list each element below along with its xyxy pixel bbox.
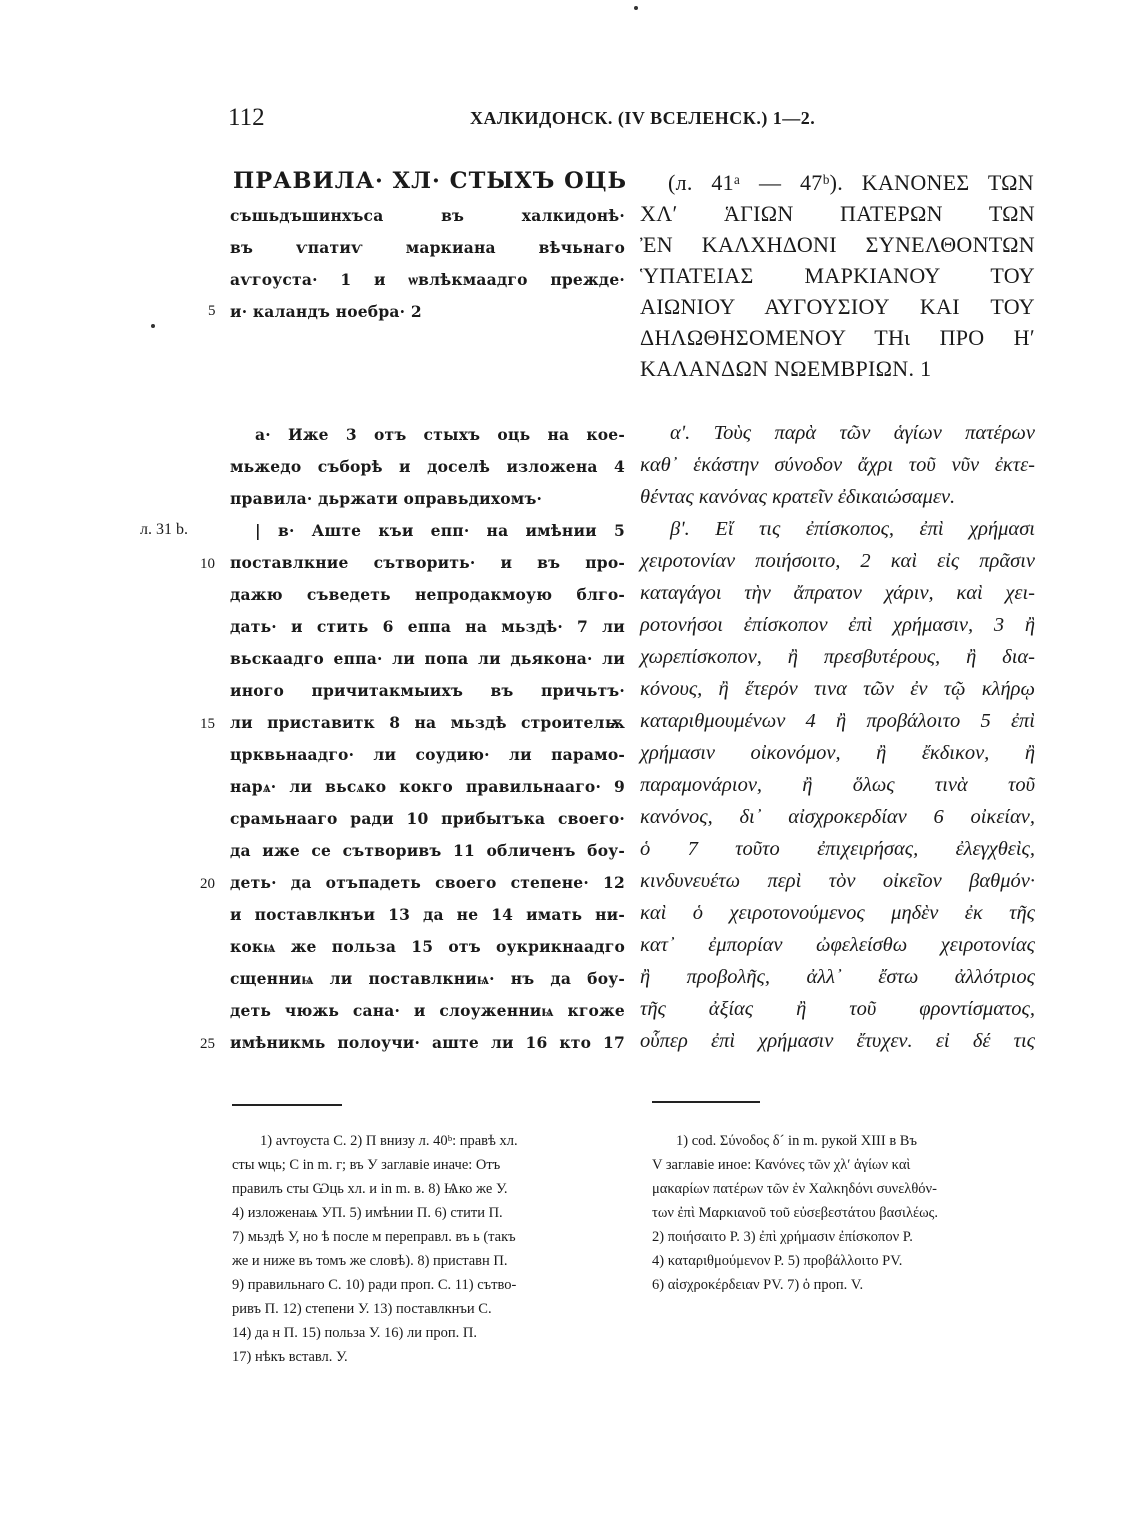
- greek-body-line: χειροτονίαν ποιήσοιτο, 2 καὶ εἰς πρᾶσιν: [640, 550, 1035, 572]
- slavonic-line: деть чюжь сана· и слоуженниѩ кгоже: [230, 1001, 625, 1020]
- slavonic-line: аѵгоуста· 1 и ѡвлѣкмаадго прежде·: [230, 270, 625, 289]
- greek-body-line: χωρεπίσκοπον, ἢ πρεσβυτέρους, ἢ δια-: [640, 646, 1035, 668]
- page-number: 112: [228, 104, 265, 131]
- slavonic-line: и поставлкнъи 13 да не 14 имать ни-: [230, 905, 625, 924]
- slavonic-line: вьскаадго еппа· ли попа ли дьякона· ли: [230, 649, 625, 668]
- footnote-line: 17) нѣкъ вставл. У.: [232, 1349, 348, 1365]
- slavonic-line: а· Иже 3 отъ стыхъ оць на кое-: [255, 425, 625, 444]
- greek-title-line: (л. 41ᵃ — 47ᵇ). ΚΑΝΟΝΕΣ ΤΩΝ: [668, 170, 1034, 195]
- footnote-line: 7) мьздѣ У, но ѣ после м переправл. въ ь (такъ: [232, 1229, 516, 1245]
- greek-body-line: βʹ. Εἴ τις ἐπίσκοπος, ἐπὶ χρήμασι: [670, 518, 1035, 540]
- slavonic-line: правила· дьржати оправьдихомъ·: [230, 489, 543, 508]
- greek-body-line: ἢ προβολῆς, ἀλλ᾽ ἔστω ἀλλότριος: [640, 966, 1035, 988]
- slavonic-line: срамьнааго ради 10 прибытъка своего·: [230, 809, 625, 828]
- line-number: 20: [200, 876, 215, 892]
- line-number: 10: [200, 556, 215, 572]
- greek-body-line: καταγάγοι τὴν ἄπρατον χάριν, καὶ χει-: [640, 582, 1035, 604]
- greek-body-line: παραμονάριον, ἢ ὅλως τινὰ τοῦ: [640, 774, 1035, 796]
- footnote-line: 9) правильнаго С. 10) ради проп. С. 11) сътво-: [232, 1277, 517, 1293]
- slavonic-line: кокѩ же польза 15 отъ оукрикнаадго: [230, 937, 625, 956]
- greek-body-line: οὗπερ ἐπὶ χρήμασιν ἔτυχεν. εἰ δέ τις: [640, 1030, 1035, 1052]
- greek-body-line: τῆς ἀξίας ἢ τοῦ φροντίσματος,: [640, 998, 1035, 1020]
- stray-mark: [634, 6, 638, 10]
- footnote-line: 4) изложенаѩ УП. 5) имѣнии П. 6) стити П.: [232, 1205, 503, 1221]
- greek-title-line: ὙΠΑΤΕΙΑΣ ΜΑΡΚΙΑΝΟΥ ΤΟΥ: [640, 263, 1035, 288]
- footnote-line: 4) καταριθμούμενον P. 5) προβάλλοιτο PV.: [652, 1253, 903, 1269]
- slavonic-line: ли приставитк 8 на мьздѣ строителѭ: [230, 713, 625, 732]
- footnote-line: правилъ сты Ѡць хл. и in m. в. 8) Ѩко же У.: [232, 1181, 508, 1197]
- greek-title-line: ἘΝ ΚΑΛΧΗΔΟΝΙ ΣΥΝΕΛΘΟΝΤΩΝ: [640, 232, 1035, 257]
- slavonic-line: и· каландъ ноебра· 2: [230, 302, 422, 321]
- slavonic-line: деть· да отъпадеть своего степене· 12: [230, 873, 625, 892]
- greek-body-line: καθ᾽ ἑκάστην σύνοδον ἄχρι τοῦ νῦν ἐκτε-: [640, 454, 1035, 476]
- footnote-rule: [232, 1104, 342, 1106]
- line-number: 25: [200, 1036, 215, 1052]
- slavonic-line: нарѧ· ли вьсѧко кокго правильнааго· 9: [230, 777, 625, 796]
- slavonic-line: мьжедо съборѣ и доселѣ изложена 4: [230, 457, 625, 476]
- greek-body-line: κόνους, ἢ ἕτερόν τινα τῶν ἐν τῷ κλήρῳ: [640, 678, 1035, 700]
- greek-body-line: θέντας κανόνας κρατεῖν ἐδικαιώσαμεν.: [640, 486, 956, 508]
- greek-body-line: ροτονήσοι ἐπίσκοπον ἐπὶ χρήμασιν, 3 ἢ: [640, 614, 1035, 636]
- greek-body-line: καὶ ὁ χειροτονούμενος μηδὲν ἐκ τῆς: [640, 902, 1035, 924]
- footnote-line: 14) да н П. 15) польза У. 16) ли проп. П.: [232, 1325, 477, 1341]
- greek-body-line: κατ᾽ ἐμπορίαν ὠφελείσθω χειροτονίας: [640, 934, 1035, 956]
- greek-title-line: ΚΑΛΑΝΔΩΝ ΝΩΕΜΒΡΙΩΝ. 1: [640, 356, 932, 381]
- greek-body-line: χρήμασιν οἰκονόμον, ἢ ἔκδικον, ἢ: [640, 742, 1035, 764]
- slavonic-line: да иже се сътворивъ 11 обличенъ боу-: [230, 841, 625, 860]
- footnote-line: των ἐπὶ Μαρκιανοῦ τοῦ εὐσεβεστάτου βασιλέως.: [652, 1205, 938, 1221]
- greek-title-line: ΧΛʹ ἉΓΙΩΝ ΠΑΤΕΡΩΝ ΤΩΝ: [640, 201, 1035, 226]
- greek-body-line: ὁ 7 τοῦτο ἐπιχειρήσας, ἐλεγχθεὶς,: [640, 838, 1035, 860]
- greek-title-line: ΔΗΛΩΘΗΣΟΜΕΝΟΥ ΤΗι ΠΡΟ Ηʹ: [640, 325, 1035, 350]
- slavonic-line: въ ѵпатиѵ маркиана вѣчьнаго: [230, 238, 625, 257]
- footnote-line: 6) αἰσχροκέρδειαν PV. 7) ὁ проп. V.: [652, 1277, 864, 1293]
- footnote-line: 1) cod. Σύνοδος δ´ in m. рукой XIII в Въ: [676, 1133, 917, 1149]
- slavonic-title: ПРАВИЛА· ХЛ· СТЫХЪ ОЦЬ: [233, 168, 628, 194]
- slavonic-line: иного причитакмыихъ въ причьтъ·: [230, 681, 625, 700]
- line-number: 5: [208, 303, 216, 319]
- greek-title-line: ΑΙΩΝΙΟΥ ΑΥΓΟΥΣΙΟΥ ΚΑΙ ΤΟΥ: [640, 294, 1035, 319]
- footnote-line: V заглавіе иное: Κανόνες τῶν χλʹ ἁγίων καὶ: [652, 1157, 911, 1173]
- margin-folio-reference: л. 31 b.: [140, 521, 188, 538]
- slavonic-line: имѣникмь полоучи· аште ли 16 кто 17: [230, 1033, 625, 1052]
- footnote-line: μακαρίων πατέρων τῶν ἐν Χαλκηδόνι συνελθόν-: [652, 1181, 937, 1197]
- margin-mark: [151, 324, 155, 328]
- footnote-line: сты ѡць; С in m. г; въ У заглавіе иначе: Отъ: [232, 1157, 501, 1173]
- slavonic-line: црквьнаадго· ли соудию· ли парамо-: [230, 745, 625, 764]
- footnote-line: ривъ П. 12) степени У. 13) поставлкнъи С.: [232, 1301, 492, 1317]
- running-head: ХАЛКИДОНСК. (IV ВСЕЛЕНСК.) 1—2.: [470, 108, 816, 128]
- greek-body-line: αʹ. Τοὺς παρὰ τῶν ἁγίων πατέρων: [670, 422, 1035, 444]
- slavonic-line: дать· и стить 6 еппа на мьздѣ· 7 ли: [230, 617, 625, 636]
- slavonic-line: съшьдъшинхъса въ халкидонѣ·: [230, 206, 625, 225]
- slavonic-line: | в· Аште къи епп· на имѣнии 5: [255, 521, 625, 540]
- footnote-line: же и ниже въ томъ же словѣ). 8) приставн П.: [232, 1253, 508, 1269]
- footnote-line: 1) аѵгоуста С. 2) П внизу л. 40ᵇ: правѣ хл.: [260, 1133, 518, 1149]
- greek-body-line: κανόνος, δι᾽ αἰσχροκερδίαν 6 οἰκείαν,: [640, 806, 1035, 828]
- greek-body-line: κινδυνευέτω περὶ τὸν οἰκεῖον βαθμόν·: [640, 870, 1035, 892]
- footnote-line: 2) ποιήσαιτο P. 3) ἐπὶ χρήμασιν ἐπίσκοπον P.: [652, 1229, 913, 1245]
- greek-body-line: καταριθμουμένων 4 ἢ προβάλοιτο 5 ἐπὶ: [640, 710, 1035, 732]
- slavonic-line: поставлкние сътворить· и въ про-: [230, 553, 625, 572]
- footnote-rule: [652, 1101, 760, 1103]
- line-number: 15: [200, 716, 215, 732]
- slavonic-line: дажю съведеть непродакмоую блго-: [230, 585, 625, 604]
- slavonic-line: сщенниѩ ли поставлкниѩ· нъ да боу-: [230, 969, 625, 988]
